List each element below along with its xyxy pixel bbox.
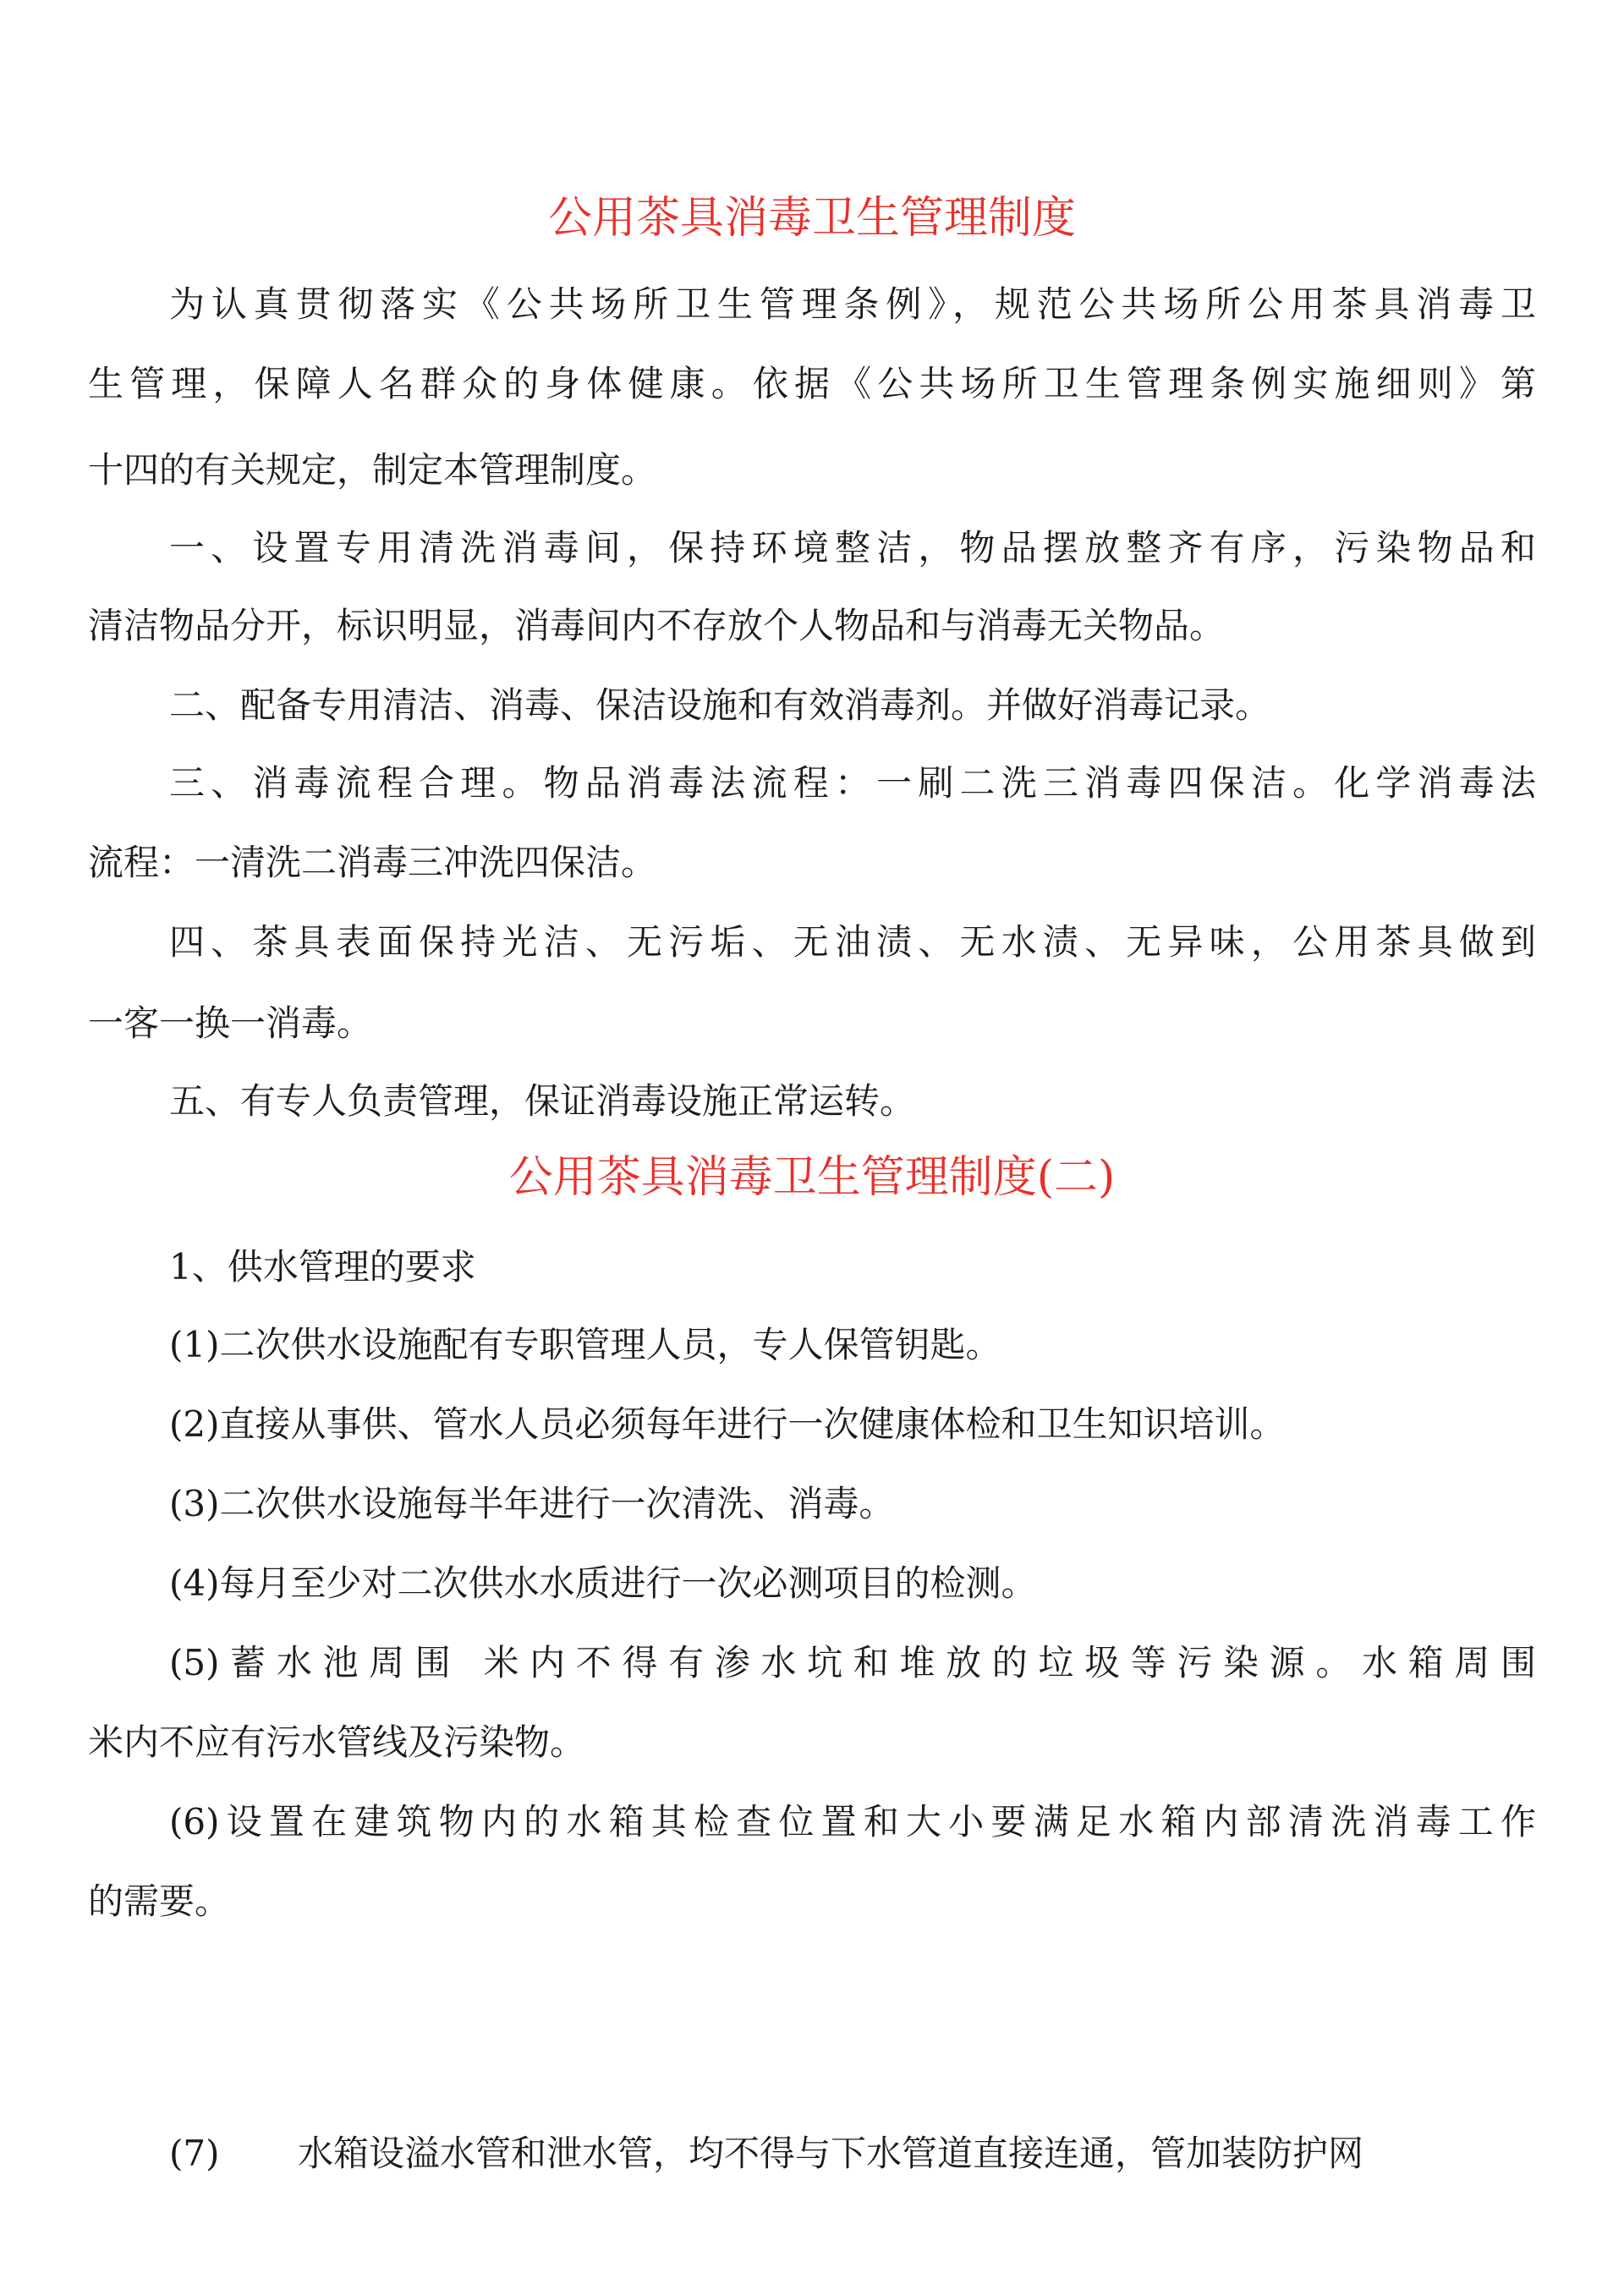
item-5: 五、有专人负责管理，保证消毒设施正常运转。	[169, 1080, 916, 1122]
requirement-2: (2)直接从事供、管水人员必须每年进行一次健康体检和卫生知识培训。	[169, 1403, 1286, 1445]
requirement-6-line-2: 的需要。	[88, 1880, 231, 1922]
requirement-7-text: 水箱设溢水管和泄水管，均不得与下水管道直接连通，管加装防护网	[298, 2133, 1364, 2174]
intro-line-3: 十四的有关规定，制定本管理制度。	[88, 449, 657, 491]
section-two-title: 公用茶具消毒卫生管理制度(二)	[508, 1152, 1116, 1203]
item-2: 二、配备专用清洁、消毒、保洁设施和有效消毒剂。并做好消毒记录。	[169, 684, 1271, 726]
item-4-line-1: 四、茶具表面保持光洁、无污垢、无油渍、无水渍、无异味，公用茶具做到	[169, 921, 1536, 963]
requirement-5-line-2: 米内不应有污水管线及污染物。	[88, 1721, 586, 1763]
requirement-3: (3)二次供水设施每半年进行一次清洗、消毒。	[169, 1483, 895, 1524]
intro-line-2: 生管理，保障人名群众的身体健康。依据《公共场所卫生管理条例实施细则》第	[88, 363, 1536, 404]
item-3-line-2: 流程：一清洗二消毒三冲洗四保洁。	[88, 842, 657, 883]
requirement-4: (4)每月至少对二次供水水质进行一次必测项目的检测。	[169, 1562, 1037, 1604]
item-4-line-2: 一客一换一消毒。	[88, 1002, 373, 1044]
requirement-6-line-1: (6)设置在建筑物内的水箱其检查位置和大小要满足水箱内部清洗消毒工作	[169, 1801, 1536, 1842]
item-3-line-1: 三、消毒流程合理。物品消毒法流程：一刷二洗三消毒四保洁。化学消毒法	[169, 762, 1536, 804]
document-title: 公用茶具消毒卫生管理制度	[547, 193, 1076, 244]
requirement-7-number: (7)	[169, 2133, 220, 2174]
item-1-line-1: 一、设置专用清洗消毒间，保持环境整洁，物品摆放整齐有序，污染物品和	[169, 527, 1536, 568]
item-1-line-2: 清洁物品分开，标识明显，消毒间内不存放个人物品和与消毒无关物品。	[88, 605, 1226, 646]
intro-line-1: 为认真贯彻落实《公共场所卫生管理条例》，规范公共场所公用茶具消毒卫	[169, 283, 1536, 325]
requirement-1: (1)二次供水设施配有专职管理人员，专人保管钥匙。	[169, 1324, 1001, 1365]
requirement-5-line-1: (5)蓄水池周围 米内不得有渗水坑和堆放的垃圾等污染源。水箱周围	[169, 1642, 1536, 1683]
supply-heading: 1、供水管理的要求	[169, 1246, 476, 1288]
